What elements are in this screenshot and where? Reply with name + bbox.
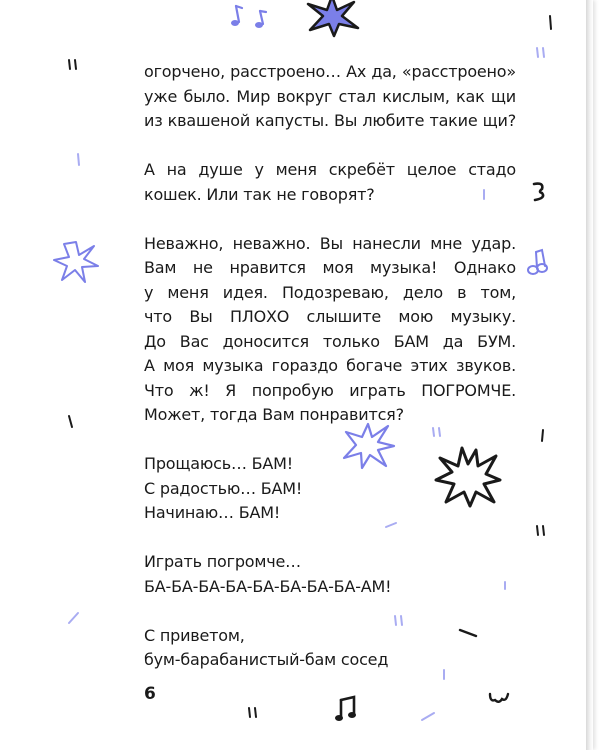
doodle-mark-icon [534, 46, 548, 60]
text-line: Неважно, неважно. Вы нанесли мне удар. [144, 233, 516, 253]
doodle-mark-icon [546, 14, 556, 32]
text-line: уже было. Мир вокруг стал кислым, как щи [144, 86, 516, 106]
text-line: что Вы ПЛОХО слышите мою музыку. [144, 307, 516, 326]
doodle-mark-icon [66, 610, 82, 626]
text-line: До Вас доносится только БАМ да БУМ. [144, 331, 516, 351]
letter-text [144, 60, 516, 697]
doodle-mark-icon [530, 180, 550, 204]
text-line: Может, тогда Вам понравится? [144, 405, 404, 424]
text-line: БА-БА-БА-БА-БА-БА-БА-БА-АМ! [144, 576, 392, 596]
doodle-mark-icon [440, 668, 448, 682]
star-burst-icon [432, 444, 504, 508]
text-line: Играть погромче… [144, 552, 301, 571]
paragraph-5 [144, 550, 516, 599]
doodle-mark-icon [420, 710, 436, 722]
page-number: 6 [144, 684, 156, 704]
music-note-icon [524, 246, 554, 278]
text-line: бум-барабанистый-бам сосед [144, 650, 389, 669]
text-line: С приветом, [144, 625, 245, 645]
doodle-mark-icon [392, 614, 406, 628]
text-line: огорчено, расстроено… Ах да, «расстроено» [144, 62, 516, 81]
text-line: Что ж! Я попробую играть ПОГРОМЧЕ. [144, 380, 516, 400]
text-line: из квашеной капусты. Вы любите такие щи? [144, 111, 516, 130]
text-line: Прощаюсь… БАМ! [144, 454, 293, 473]
doodle-mark-icon [534, 524, 548, 538]
doodle-mark-icon [458, 626, 478, 640]
star-burst-icon [50, 238, 102, 286]
doodle-mark-icon [480, 188, 488, 202]
doodle-mark-icon [488, 690, 510, 706]
text-line: Вам не нравится моя музыка! Однако [144, 258, 516, 277]
doodle-mark-icon [430, 426, 444, 438]
doodle-mark-icon [66, 58, 80, 72]
text-line: у меня идея. Подозреваю, дело в том, [144, 282, 516, 302]
star-burst-icon [302, 0, 362, 38]
doodle-mark-icon [246, 706, 260, 720]
doodle-mark-icon [500, 580, 510, 592]
text-line: кошек. Или так не говорят? [144, 184, 375, 204]
text-line: А на душе у меня скребёт целое стадо [144, 160, 516, 179]
doodle-mark-icon [74, 152, 84, 168]
music-note-icon [226, 2, 276, 30]
doodle-mark-icon [66, 414, 76, 430]
doodle-mark-icon [384, 520, 398, 530]
paragraph-3 [144, 232, 516, 428]
text-line: Начинаю… БАМ! [144, 503, 281, 522]
paragraph-1 [144, 60, 516, 134]
doodle-mark-icon [538, 428, 548, 444]
paragraph-2 [144, 158, 516, 207]
music-note-icon [332, 694, 362, 724]
star-burst-icon [340, 420, 396, 470]
text-line: С радостью… БАМ! [144, 478, 303, 498]
text-line: А моя музыка гораздо богаче этих звуков. [144, 356, 516, 375]
page-edge [586, 0, 593, 750]
